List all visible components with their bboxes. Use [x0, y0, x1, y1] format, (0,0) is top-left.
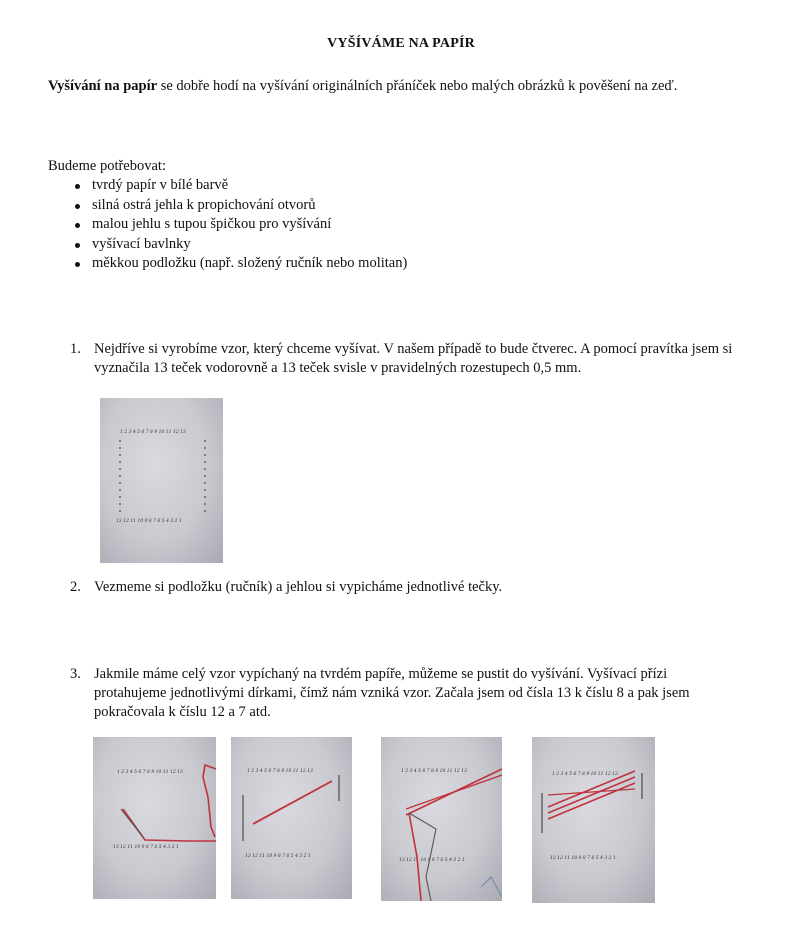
svg-text:1 2 3 4 5 6 7 8 9 10 11 12 13: 1 2 3 4 5 6 7 8 9 10 11 12 13 [120, 430, 186, 435]
stitch-drawing-2 [231, 737, 352, 899]
stitch-drawing-3 [381, 737, 502, 901]
list-item: malou jehlu s tupou špičkou pro vyšívání [58, 215, 407, 235]
photo-stitch-3 [381, 737, 502, 901]
list-item: vyšívací bavlnky [58, 235, 407, 255]
page-title: VYŠÍVÁME NA PAPÍR [327, 36, 475, 51]
svg-text:1 2 3 4 5 6 7 8 9 10 11 12 13: 1 2 3 4 5 6 7 8 9 10 11 12 13 [552, 772, 618, 777]
step-1 [70, 340, 734, 378]
supplies-heading: Budeme potřebovat: [48, 158, 166, 174]
list-item: tvrdý papír v bílé barvě [58, 176, 407, 196]
list-item: silná ostrá jehla k propichování otvorů [58, 196, 407, 216]
step-number: 3. [70, 666, 81, 682]
step-text: Jakmile máme celý vzor vypíchaný na tvrdém papíře, můžeme se pustit do vyšívání. Vyšívací přízi protahujeme jednotlivými dírkami, čímž nám vzniká vzor. Začala jsem od čísla 13 k číslu 8 a pak jsem pokračovala k číslu 12 a 7 atd. [94, 666, 690, 720]
photo-stitch-4 [532, 737, 655, 903]
svg-text:13 12 11 10 9 8 7 6 5 4 3 2 1: 13 12 11 10 9 8 7 6 5 4 3 2 1 [399, 858, 465, 863]
step-3 [70, 665, 734, 722]
intro-bold: Vyšívání na papír [48, 78, 158, 94]
intro-text: se dobře hodí na vyšívání originálních přáníček nebo malých obrázků k pověšení na zeď. [157, 78, 678, 94]
svg-text:1 2 3 4 5 6 7 8 9 10 11 12 13: 1 2 3 4 5 6 7 8 9 10 11 12 13 [401, 769, 467, 774]
svg-text:1 2 3 4 5 6 7 8 9 10 11 12 13: 1 2 3 4 5 6 7 8 9 10 11 12 13 [247, 769, 313, 774]
svg-text:1 2 3 4 5 6 7 8 9 10 11 12 13: 1 2 3 4 5 6 7 8 9 10 11 12 13 [117, 770, 183, 775]
step-number: 1. [70, 341, 81, 357]
step-text: Nejdříve si vyrobíme vzor, který chceme vyšívat. V našem případě to bude čtverec. A pomocí pravítka jsem si vyznačila 13 teček vodorovně a 13 teček svisle v pravidelných rozestupech 0,5 mm. [94, 341, 733, 376]
svg-text:13 12 11 10 9 8 7 6 5 4 3 2 1: 13 12 11 10 9 8 7 6 5 4 3 2 1 [113, 845, 179, 850]
photo-stitch-1 [93, 737, 216, 899]
svg-text:13 12 11 10 9 8 7 6 5 4 3 2 1: 13 12 11 10 9 8 7 6 5 4 3 2 1 [550, 856, 616, 861]
stitch-drawing-1 [93, 737, 216, 899]
svg-text:13 12 11 10 9 8 7 6 5 4 3 2 1: 13 12 11 10 9 8 7 6 5 4 3 2 1 [116, 519, 182, 524]
step-text: Vezmeme si podložku (ručník) a jehlou si vypicháme jednotlivé tečky. [94, 579, 503, 595]
supplies-list [58, 176, 407, 274]
intro-paragraph [48, 77, 708, 96]
photo-stitch-2 [231, 737, 352, 899]
dot-square-drawing [100, 398, 223, 563]
step-number: 2. [70, 579, 81, 595]
step-2 [70, 578, 734, 597]
photo-pattern-square [100, 398, 223, 563]
svg-text:13 12 11 10 9 8 7 6 5 4 3 2 1: 13 12 11 10 9 8 7 6 5 4 3 2 1 [245, 854, 311, 859]
stitch-drawing-4 [532, 737, 655, 903]
list-item: měkkou podložku (např. složený ručník nebo molitan) [58, 254, 407, 274]
